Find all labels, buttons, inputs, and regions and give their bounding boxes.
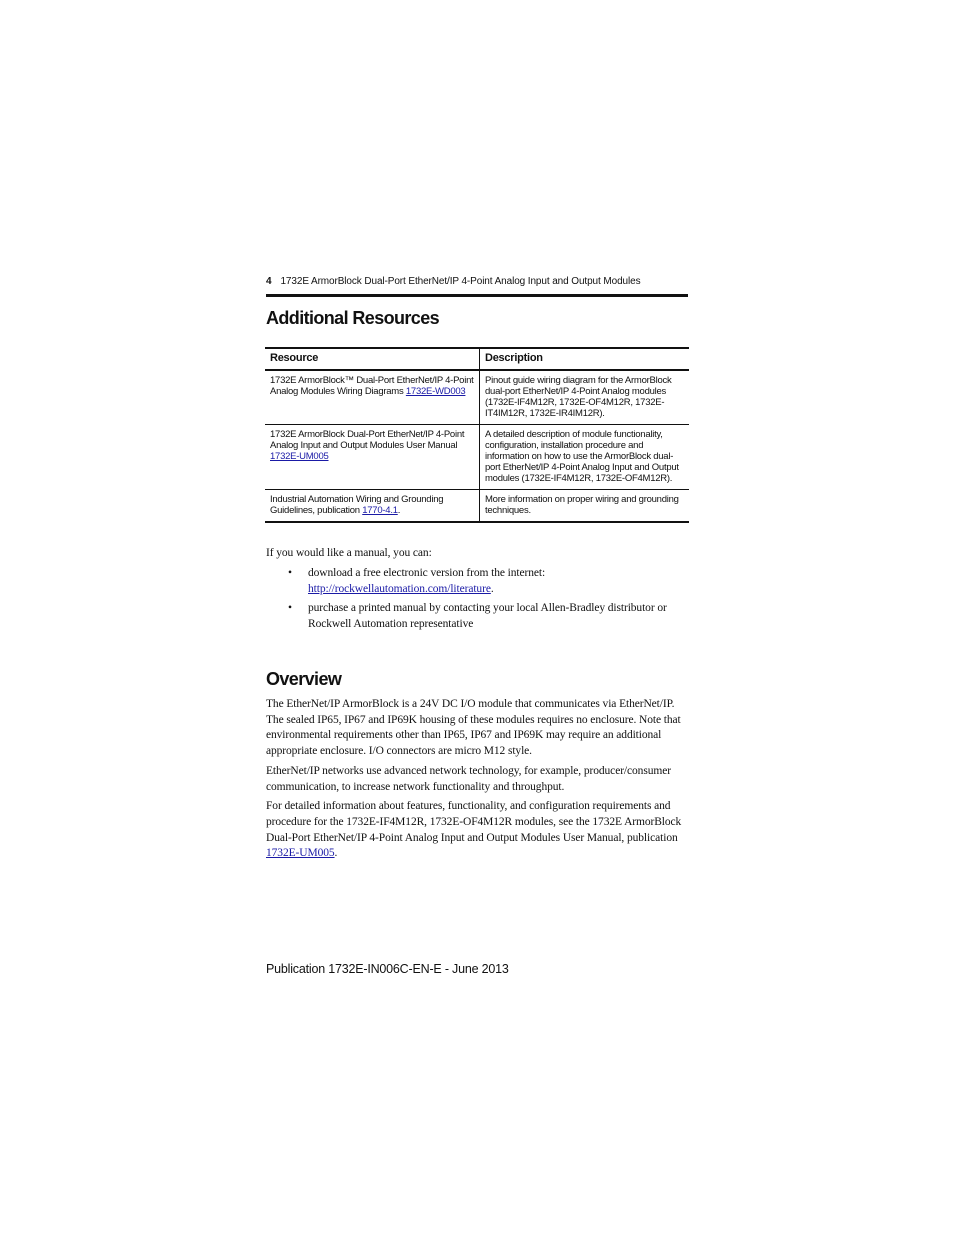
resource-text: 1732E ArmorBlock Dual-Port EtherNet/IP 4-Point Analog Input and Output Modules User Manual	[270, 429, 465, 451]
header-rule	[266, 294, 688, 297]
table-row	[265, 425, 689, 490]
description-cell: A detailed description of module functionality, configuration, installation procedure and information on how to use the ArmorBlock dual-port EtherNet/IP 4-Point Analog Input and Output modules (1732E-IF4M12R, 1732E-OF4M12R).	[480, 425, 690, 490]
option-download-suffix: .	[490, 582, 494, 595]
manual-intro: If you would like a manual, you can:	[266, 547, 432, 559]
resource-text: Industrial Automation Wiring and Grounding Guidelines, publication	[270, 494, 444, 516]
column-header-description: Description	[480, 348, 690, 370]
overview-body	[266, 697, 690, 866]
resource-text: 1732E ArmorBlock™ Dual-Port EtherNet/IP 4-Point Analog Modules Wiring Diagrams	[270, 375, 474, 397]
table-header-row	[265, 348, 689, 370]
user-manual-link[interactable]: 1732E-UM005	[266, 847, 335, 860]
resource-cell	[265, 370, 480, 425]
running-header-title: 1732E ArmorBlock Dual-Port EtherNet/IP 4-Point Analog Input and Output Modules	[280, 276, 641, 287]
bullet-icon: •	[288, 602, 292, 615]
list-item	[288, 566, 688, 597]
description-cell: Pinout guide wiring diagram for the ArmorBlock dual-port EtherNet/IP 4-Point Analog modules (1732E-IF4M12R, 1732E-OF4M12R, 1732E-IT4IM12R, 1732E-IR4IM12R).	[480, 370, 690, 425]
resource-link-1770-4-1[interactable]: 1770-4.1	[362, 505, 398, 516]
resource-suffix: .	[397, 505, 401, 516]
list-item	[288, 601, 688, 632]
description-cell: More information on proper wiring and grounding techniques.	[480, 490, 690, 523]
publication-footer: Publication 1732E-IN006C-EN-E - June 2013	[266, 962, 509, 976]
overview-paragraph-2: EtherNet/IP networks use advanced network technology, for example, producer/consumer communication, to increase network functionality and throughput.	[266, 764, 671, 793]
resource-link-um005[interactable]: 1732E-UM005	[270, 451, 329, 462]
resource-cell	[265, 425, 480, 490]
option-purchase-text: purchase a printed manual by contacting your local Allen-Bradley distributor or Rockwell Automation representative	[308, 602, 667, 631]
resource-cell	[265, 490, 480, 523]
running-header	[266, 276, 688, 287]
resources-table	[265, 347, 689, 523]
option-download-text: download a free electronic version from the internet:	[308, 567, 546, 579]
table-row	[265, 370, 689, 425]
overview-heading: Overview	[266, 669, 342, 689]
overview-paragraph-3	[266, 799, 690, 862]
literature-link[interactable]: http://rockwellautomation.com/literature	[308, 582, 491, 595]
overview-paragraph-3-text: For detailed information about features, functionality, and configuration requirements and procedure for the 1732E-IF4M12R, 1732E-OF4M12R modules, see the 1732E ArmorBlock Dual-Port EtherNet/IP 4-Point Analog Input and Output Modules User Manual, publication	[266, 800, 682, 844]
column-header-resource: Resource	[265, 348, 480, 370]
additional-resources-heading: Additional Resources	[266, 308, 440, 328]
page-number: 4	[266, 276, 272, 287]
table-row	[265, 490, 689, 523]
overview-paragraph-3-suffix: .	[334, 847, 338, 860]
bullet-icon: •	[288, 567, 292, 579]
manual-options-list	[288, 566, 688, 637]
resource-link-wd003[interactable]: 1732E-WD003	[405, 386, 466, 397]
overview-paragraph-1: The EtherNet/IP ArmorBlock is a 24V DC I/O module that communicates via EtherNet/IP. The sealed IP65, IP67 and IP69K housing of these modules requires no enclosure. Note that environmental requirements other than IP65, IP67 and IP69K may require an additional appropriate enclosure. I/O connectors are micro M12 style.	[266, 698, 681, 758]
